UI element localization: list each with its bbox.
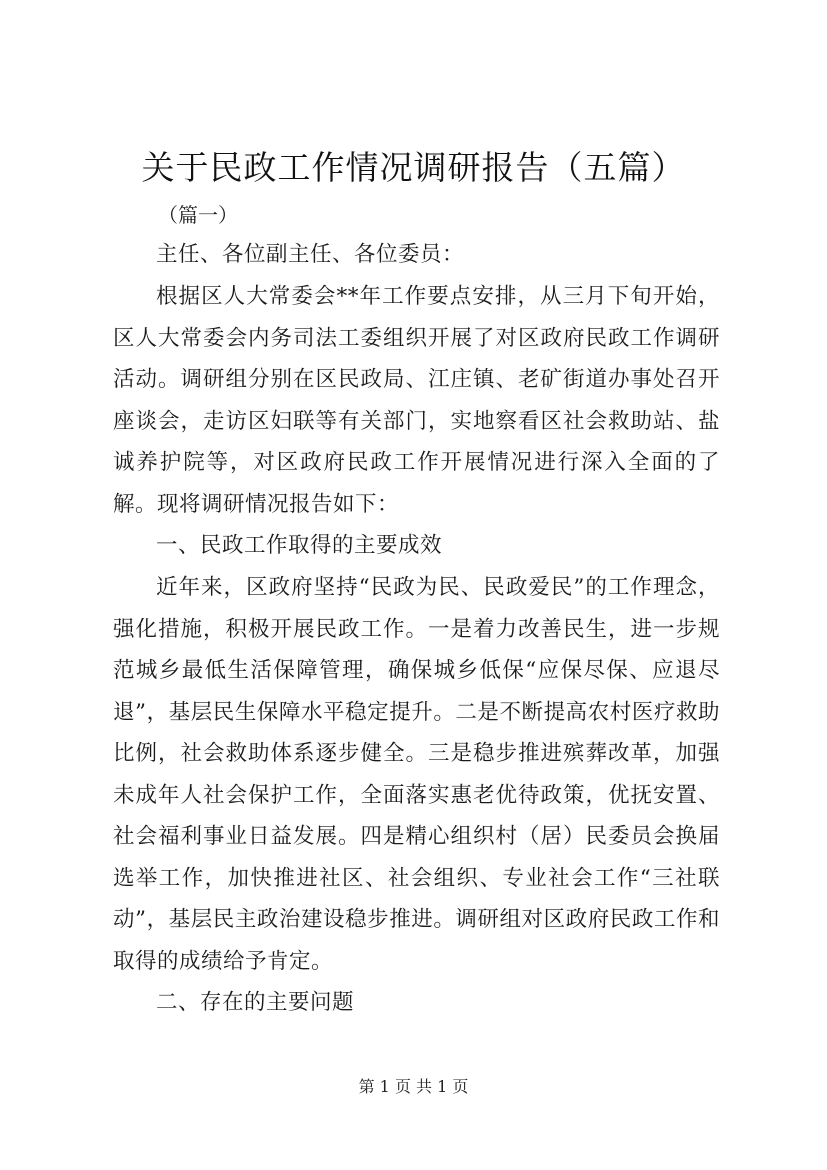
section-heading-1: 一、民政工作取得的主要成效 [156, 533, 443, 558]
results-paragraph: 近年来，区政府坚持“民政为民、民政爱民”的工作理念，强化措施，积极开展民政工作。一是着力改善民生，进一步规范城乡最低生活保障管理，确保城乡低保“应保尽保、应退尽退”，基层民生保障水平稳定提升。二是不断提高农村医疗救助比例，社会救助体系逐步健全。三是稳步推进殡葬改革，加强未成年人社会保护工作，全面落实惠老优待政策，优抚安置、社会福利事业日益发展。四是精心组织村（居）民委员会换届选举工作，加快推进社区、社会组织、专业社会工作“三社联动”，基层民主政治建设稳步推进。调研组对区政府民政工作和取得的成绩给予肯定。 [113, 575, 720, 974]
section-heading-2: 二、存在的主要问题 [156, 990, 355, 1015]
salutation: 主任、各位副主任、各位委员： [156, 242, 465, 267]
document-title: 关于民政工作情况调研报告（五篇） [141, 148, 686, 187]
page-footer: 第 1 页 共 1 页 [358, 1077, 469, 1096]
section-note: （篇一） [158, 203, 238, 227]
intro-paragraph: 根据区人大常委会**年工作要点安排，从三月下旬开始，区人大常委会内务司法工委组织开展了对区政府民政工作调研活动。调研组分别在区民政局、江庄镇、老矿街道办事处召开座谈会，走访区妇联等有关部门，实地察看区社会救助站、盐诚养护院等，对区政府民政工作开展情况进行深入全面的了解。现将调研情况报告如下： [113, 284, 720, 517]
